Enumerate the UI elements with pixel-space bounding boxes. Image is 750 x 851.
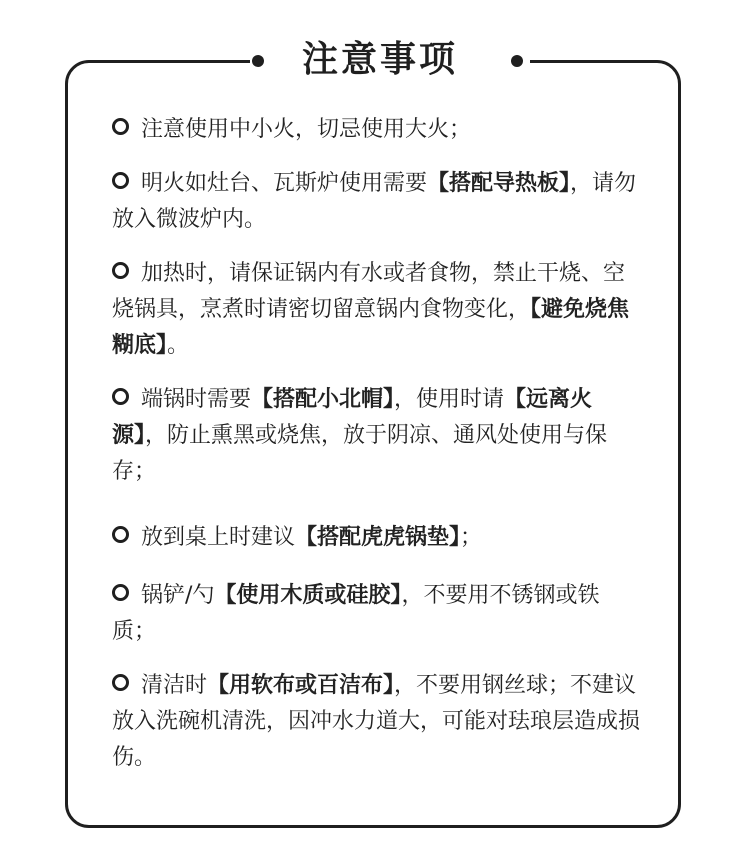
notice-list [112,112,640,794]
circle-bullet-icon [112,172,129,189]
circle-bullet-icon [112,118,129,135]
highlight-text: 【用软布或百洁布】 [207,673,395,698]
title-dot-left [252,55,264,67]
highlight-text: 【使用木质或硅胶】 [214,583,402,608]
notice-item-6: 锅铲/勺【使用木质或硅胶】，不要用不锈钢或铁质； [112,583,600,644]
notice-item-4: 端锅时需要【搭配小北帽】，使用时请【远离火源】，防止熏黑或烧焦，放于阴凉、通风处使用与保存； [112,387,608,484]
notice-item-2: 明火如灶台、瓦斯炉使用需要【搭配导热板】，请勿放入微波炉内。 [112,171,637,232]
notice-item-1: 注意使用中小火，切忌使用大火； [112,112,640,148]
highlight-text: 【搭配虎虎锅垫】 [295,525,461,550]
circle-bullet-icon [112,262,129,279]
notice-item-5: 放到桌上时建议【搭配虎虎锅垫】； [112,520,640,556]
circle-bullet-icon [112,584,129,601]
highlight-text: 【搭配导热板】 [427,171,571,196]
title-dot-right [511,55,523,67]
highlight-text: 【避免烧焦糊底】 [112,297,630,358]
notice-item-7: 清洁时【用软布或百洁布】，不要用钢丝球；不建议放入洗碗机清洗，因冲水力道大，可能对珐琅层造成损伤。 [112,673,641,770]
highlight-text: 【搭配小北帽】 [251,387,395,412]
page-title: 注意事项 [301,39,458,80]
circle-bullet-icon [112,674,129,691]
notice-item-3: 加热时，请保证锅内有水或者食物，禁止干烧、空烧锅具，烹煮时请密切留意锅内食物变化，【避免烧焦糊底】。 [112,261,630,358]
circle-bullet-icon [112,388,129,405]
circle-bullet-icon [112,526,129,543]
highlight-text: 【远离火源】 [112,387,593,448]
